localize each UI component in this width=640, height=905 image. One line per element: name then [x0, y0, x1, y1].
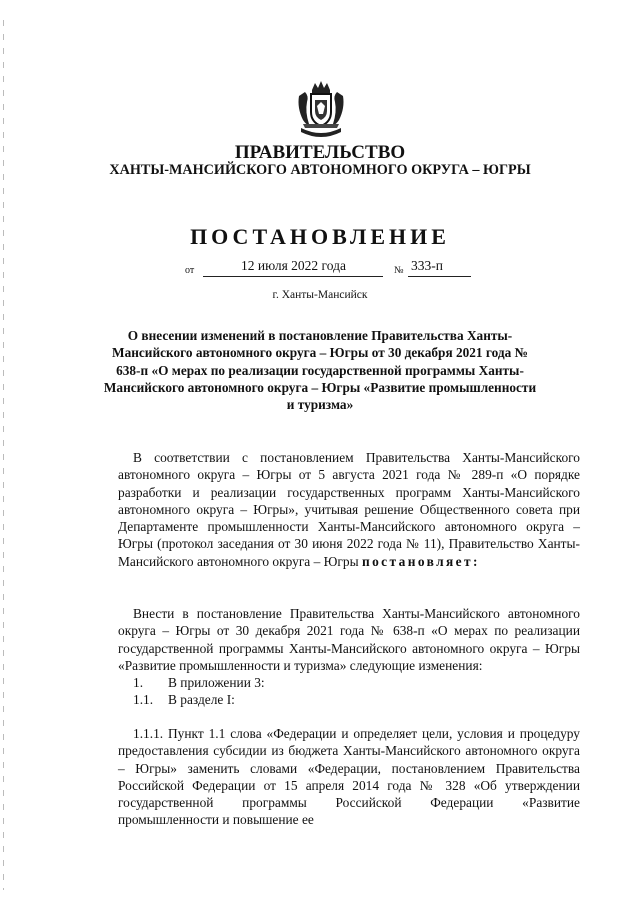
resolution-verb: постановляет:: [361, 553, 480, 569]
document-type: ПОСТАНОВЛЕНИЕ: [190, 224, 450, 249]
main-paragraph-text: Внести в постановление Правительства Ханты-Мансийского автономного округа – Югры от 30 декабря 2021 года № 638-п «О мерах по реализации государственной программы Ханты-Мансийского автономного округа – Югры «Развитие промышленности и туризма» следующие изменения:: [118, 606, 580, 673]
date-value: 12 июля 2022 года: [241, 258, 346, 273]
date-label: от: [185, 265, 195, 276]
preamble-text: В соответствии с постановлением Правительства Ханты-Мансийского автономного округа – Югры от 5 августа 2021 года № 289-п «О порядке разработки и реализации государственных программ Ханты-Мансийского автономного округа – Югры», учитывая решение Общественного совета при Департаменте промышленности Ханты-Мансийского автономного округа – Югры (протокол заседания от 30 июня 2022 года № 11), Правительство Ханты-Мансийского автономного округа – Югры: [118, 450, 580, 569]
date-number-line: [185, 258, 485, 278]
list-item-number: 1.: [133, 675, 144, 691]
number-label: №: [394, 265, 404, 276]
city-name: г. Ханты-Мансийск: [272, 289, 368, 301]
list-item: [118, 674, 580, 691]
coat-of-arms-icon: [295, 80, 347, 142]
subitem-paragraph: [118, 725, 580, 829]
number-value: 333-п: [411, 258, 443, 273]
list-item: [118, 691, 580, 708]
date-underline: [203, 276, 383, 277]
organization-title: ПРАВИТЕЛЬСТВО: [234, 142, 406, 163]
number-underline: [408, 276, 471, 277]
subitem-text: 1.1.1. Пункт 1.1 слова «Федерации и определяет цели, условия и процедуру предоставления субсидии из бюджета Ханты-Мансийского автономного округа – Югры» заменить словами «Федерации, постановлением Правительства Российской Федерации от 15 апреля 2014 года № 328 «Об утверждении государственной программы Российской Федерации «Развитие промышленности и повышение ее: [118, 726, 580, 828]
document-title: О внесении изменений в постановление Правительства Ханты-Мансийского автономного округа – Югры от 30 декабря 2021 года № 638-п «О мерах по реализации государственной программы Ханты-Мансийского автономного округа – Югры «Развитие промышленности и туризма»: [103, 328, 537, 413]
preamble-paragraph: [118, 449, 580, 570]
main-paragraph: [118, 605, 580, 709]
list-item-text: В приложении 3:: [168, 675, 265, 691]
organization-subtitle: ХАНТЫ-МАНСИЙСКОГО АВТОНОМНОГО ОКРУГА – ЮГРЫ: [109, 162, 531, 178]
list-item-number: 1.1.: [133, 692, 154, 708]
list-item-text: В разделе I:: [168, 692, 235, 708]
